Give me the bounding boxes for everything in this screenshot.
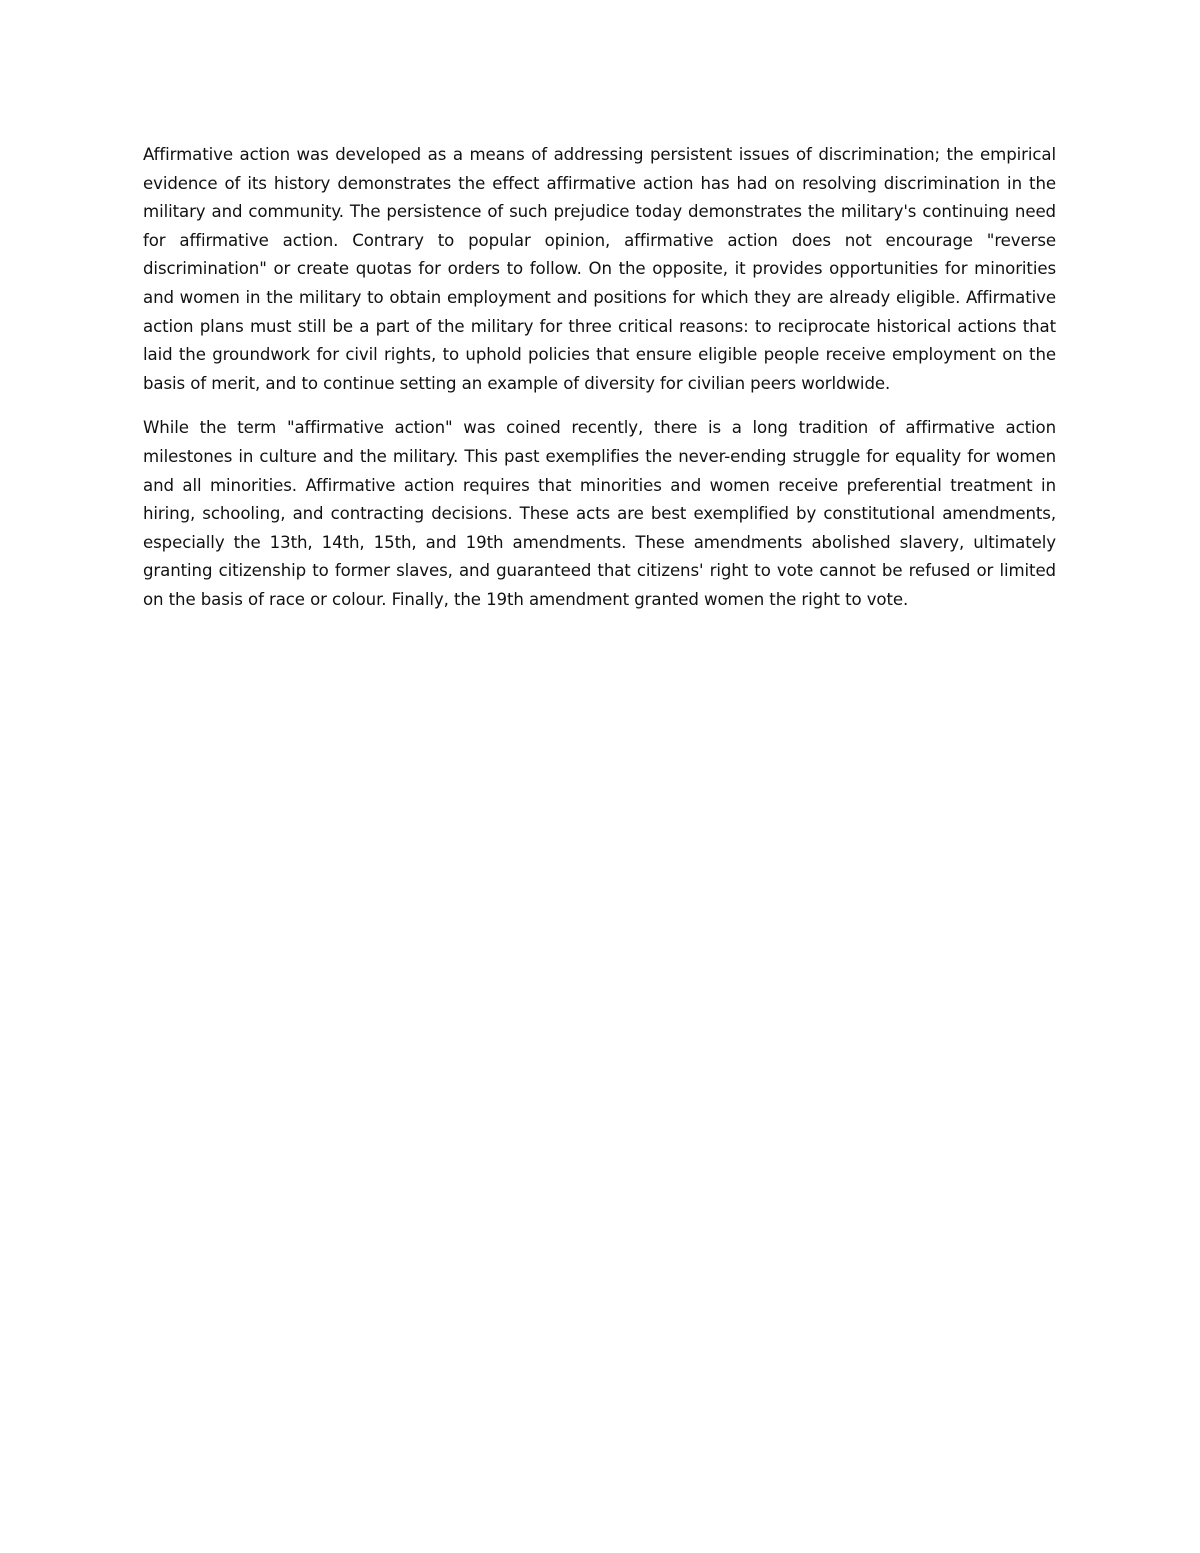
paragraph-1: Affirmative action was developed as a means of addressing persistent issues of discrimination; the empirical evidence of its history demonstrates the effect affirmative action has had on resolving discrimination in the military and community. The persistence of such prejudice today demonstrates the military's continuing need for affirmative action. Contrary to popular opinion, affirmative action does not encourage "reverse discrimination" or create quotas for orders to follow. On the opposite, it provides opportunities for minorities and women in the military to obtain employment and positions for which they are already eligible. Affirmative action plans must still be a part of the military for three critical reasons: to reciprocate historical actions that laid the groundwork for civil rights, to uphold policies that ensure eligible people receive employment on the basis of merit, and to continue setting an example of diversity for civilian peers worldwide. bbox=[143, 145, 1056, 393]
paragraph-2: While the term "affirmative action" was coined recently, there is a long tradition of affirmative action milestones in culture and the military. This past exemplifies the never-ending struggle for equality for women and all minorities. Affirmative action requires that minorities and women receive preferential treatment in hiring, schooling, and contracting decisions. These acts are best exemplified by constitutional amendments, especially the 13th, 14th, 15th, and 19th amendments. These amendments abolished slavery, ultimately granting citizenship to former slaves, and guaranteed that citizens' right to vote cannot be refused or limited on the basis of race or colour. Finally, the 19th amendment granted women the right to vote. bbox=[143, 418, 1056, 609]
document-body bbox=[143, 141, 1056, 631]
